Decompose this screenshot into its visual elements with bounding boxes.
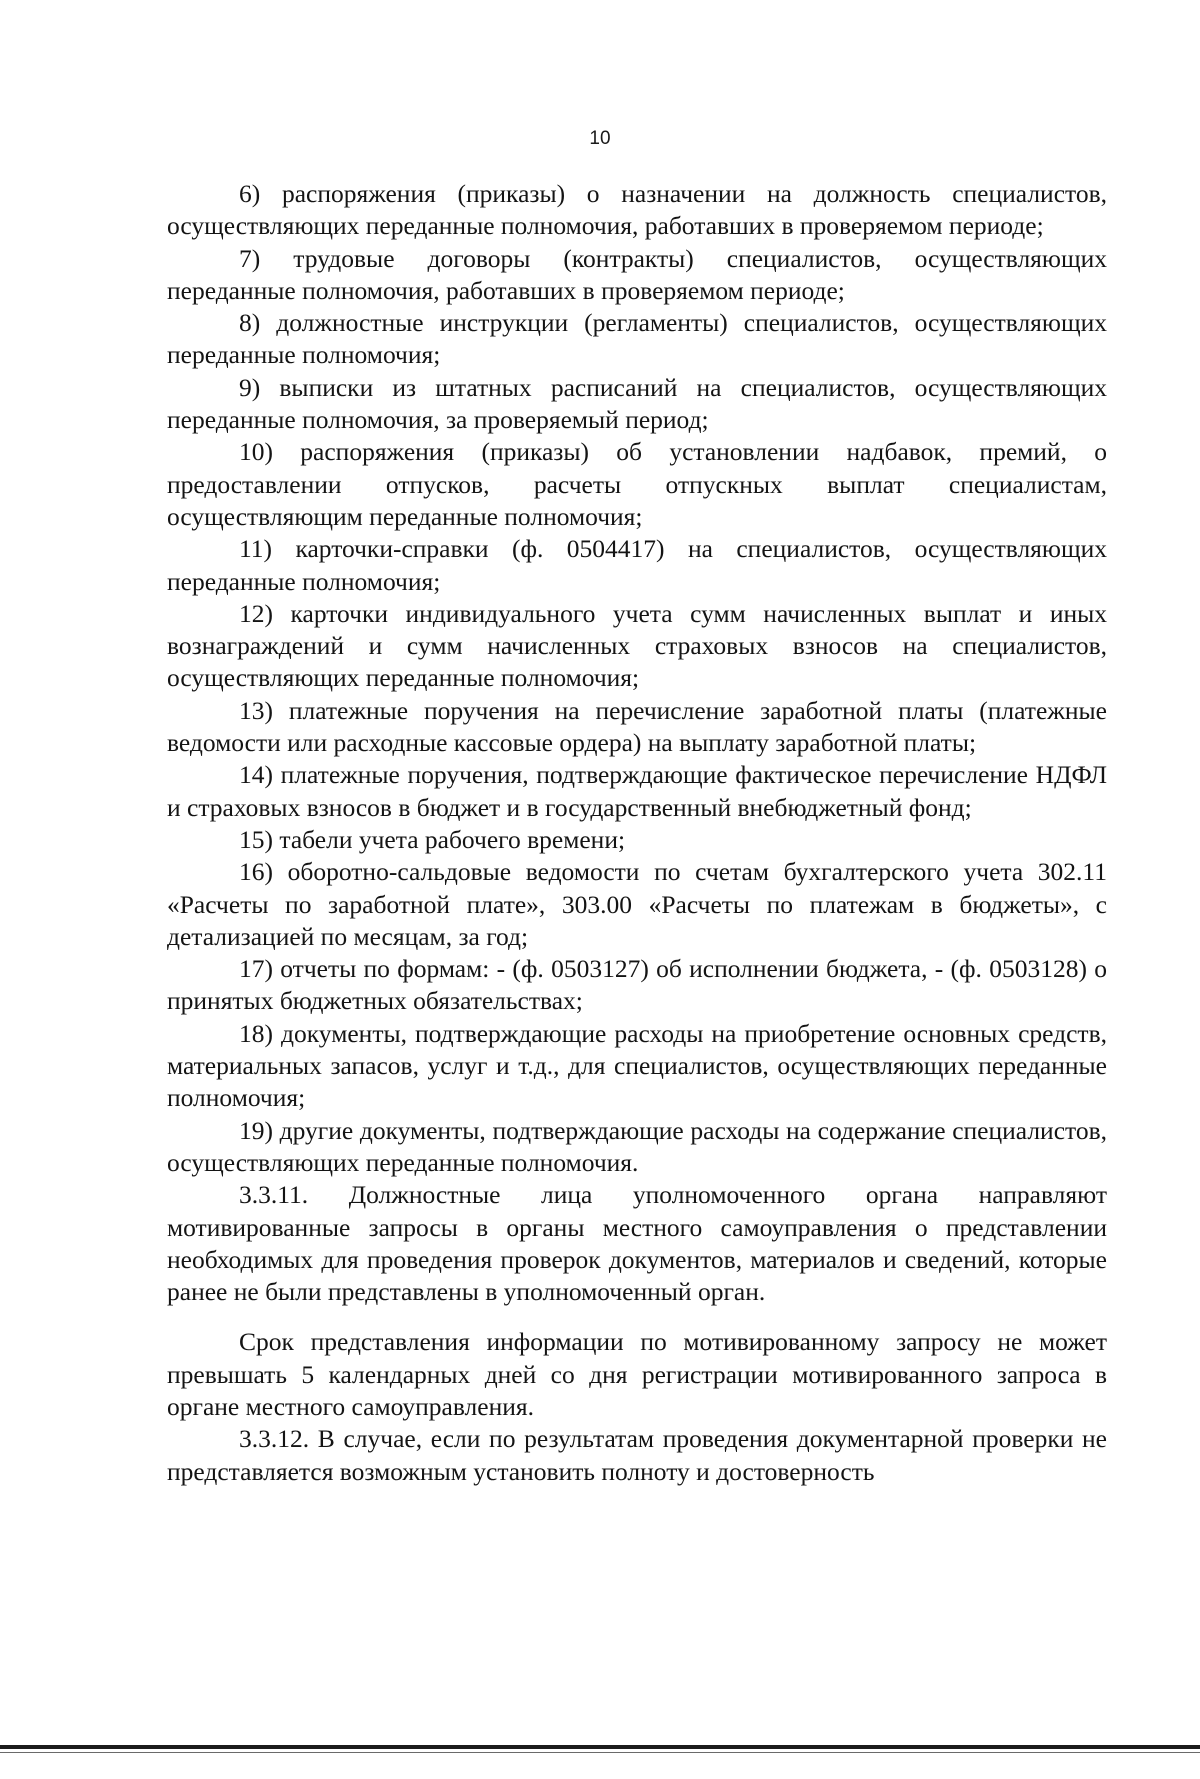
page-number: 10 — [589, 128, 611, 149]
list-item-7: 7) трудовые договоры (контракты) специалистов, осуществляющих переданные полномочия, работавших в проверяемом периоде; — [167, 243, 1107, 305]
list-item-6: 6) распоряжения (приказы) о назначении на должность специалистов, осуществляющих переданные полномочия, работавших в проверяемом периоде; — [167, 179, 1107, 241]
document-body — [167, 178, 1107, 1488]
list-item-11: 11) карточки-справки (ф. 0504417) на специалистов, осуществляющих переданные полномочия; — [167, 534, 1107, 596]
list-item-12: 12) карточки индивидуального учета сумм начисленных выплат и иных вознаграждений и сумм начисленных страховых взносов на специалистов, осуществляющих переданные полномочия; — [167, 598, 1107, 693]
list-item-13: 13) платежные поручения на перечисление заработной платы (платежные ведомости или расходные кассовые ордера) на выплату заработной платы; — [167, 695, 1107, 758]
list-item-17: 17) отчеты по формам: - (ф. 0503127) об исполнении бюджета, - (ф. 0503128) о принятых бюджетных обязательствах; — [167, 954, 1107, 1016]
list-item-8: 8) должностные инструкции (регламенты) специалистов, осуществляющих переданные полномочия; — [167, 308, 1107, 370]
request-deadline-paragraph: Срок представления информации по мотивированному запросу не может превышать 5 календарных дней со дня регистрации мотивированного запроса в органе местного самоуправления. — [167, 1327, 1107, 1421]
clause-3-3-12: 3.3.12. В случае, если по результатам проведения документарной проверки не представляется возможным установить полноту и достоверность — [167, 1424, 1107, 1486]
list-item-14: 14) платежные поручения, подтверждающие фактическое перечисление НДФЛ и страховых взносов в бюджет и в государственный внебюджетный фонд; — [167, 760, 1107, 822]
clause-3-3-11: 3.3.11. Должностные лица уполномоченного органа направляют мотивированные запросы в органы местного самоуправления о представлении необходимых для проведения проверок документов, материалов и сведений, которые ранее не были представлены в уполномоченный орган. — [167, 1180, 1107, 1307]
scan-edge-line-thin — [0, 1752, 1200, 1753]
list-item-18: 18) документы, подтверждающие расходы на приобретение основных средств, материальных запасов, услуг и т.д., для специалистов, осуществляющих переданные полномочия; — [167, 1018, 1107, 1113]
scan-edge-line — [0, 1745, 1200, 1749]
list-item-10: 10) распоряжения (приказы) об установлении надбавок, премий, о предоставлении отпусков, расчеты отпускных выплат специалистам, осуществляющим переданные полномочия; — [167, 437, 1107, 531]
list-item-15: 15) табели учета рабочего времени; — [239, 824, 626, 854]
list-item-16: 16) оборотно-сальдовые ведомости по счетам бухгалтерского учета 302.11 «Расчеты по заработной плате», 303.00 «Расчеты по платежам в бюджеты», с детализацией по месяцам, за год; — [167, 857, 1107, 951]
list-item-9: 9) выписки из штатных расписаний на специалистов, осуществляющих переданные полномочия, за проверяемый период; — [167, 372, 1107, 435]
list-item-19: 19) другие документы, подтверждающие расходы на содержание специалистов, осуществляющих переданные полномочия. — [167, 1115, 1107, 1177]
